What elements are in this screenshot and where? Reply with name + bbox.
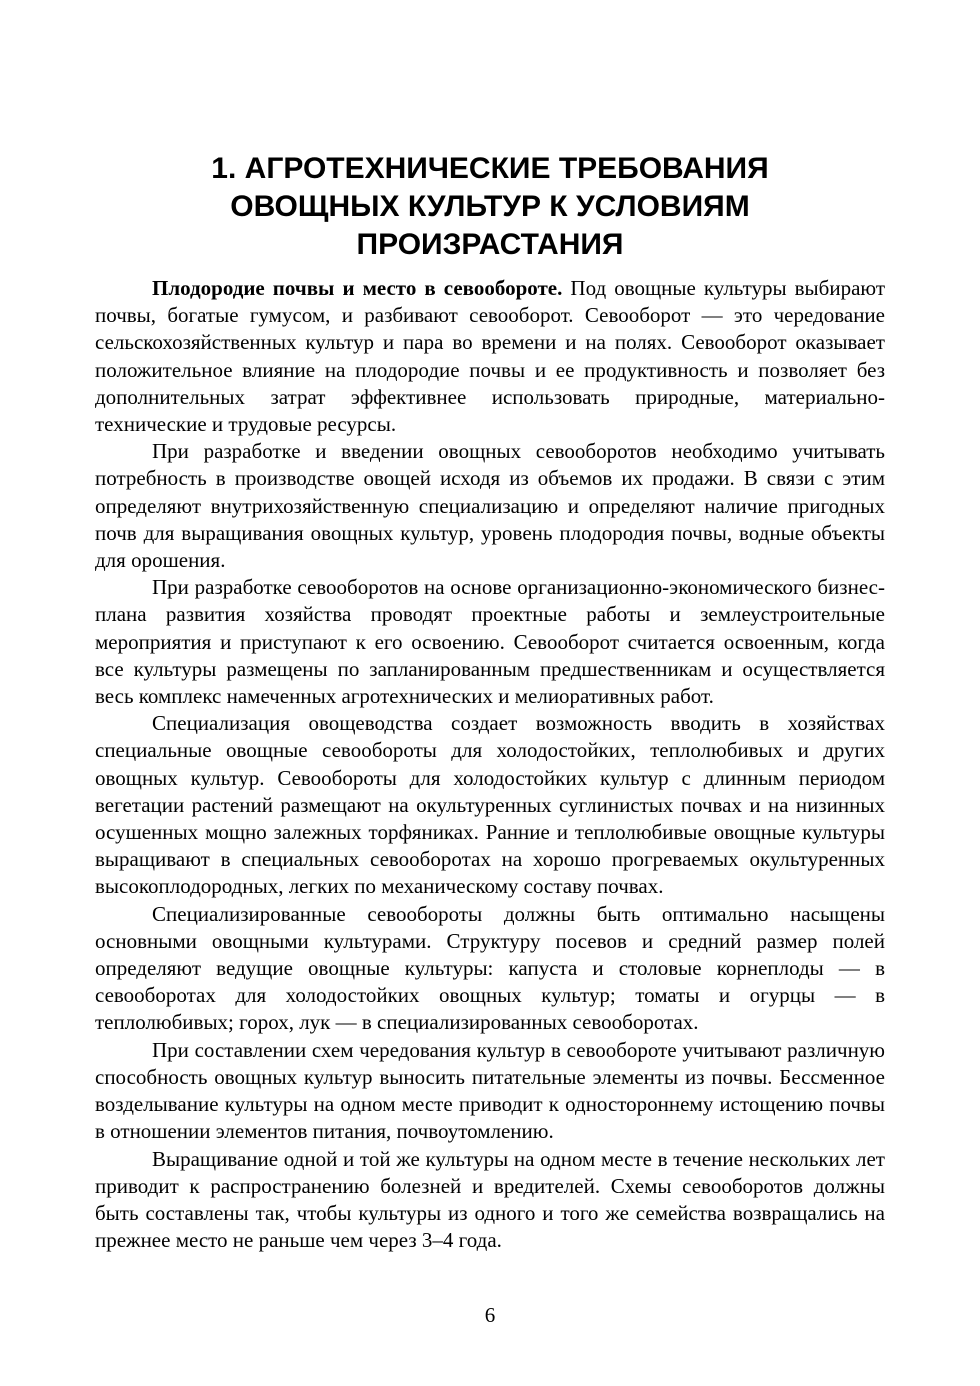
paragraph-specialization: Специализация овощеводства создает возможность вводить в хозяйствах специальные овощные севообороты для холодостойких, теплолюбивых и других овощных культур. Севообороты для холодостойких культур с длинным периодом вегетации растений размещают на окультуренных суглинистых почвах и на низинных осушенных мощно залежных торфяниках. Ранние и теплолюбивые овощные культуры выращивают в специальных севооборотах на хорошо прогреваемых окультуренных высокоплодородных, легких по механическому составу почвах.: [95, 711, 885, 899]
paragraph-rotation-development: При разработке севооборотов на основе организационно-экономического бизнес-плана развития хозяйства проводят проектные работы и землеустроительные мероприятия и приступают к его освоению. Севооборот считается освоенным, когда все культуры размещены по запланированным предшественникам и осуществляется весь комплекс намеченных агротехнических и мелиоративных работ.: [95, 575, 885, 709]
paragraph-monoculture: Выращивание одной и той же культуры на одном месте в течение нескольких лет приводит к распространению болезней и вредителей. Схемы севооборотов должны быть составлены так, чтобы культуры из одного и того же семейства возвращались на прежнее место не раньше чем через 3–4 года.: [95, 1146, 885, 1253]
page-number: 6: [484, 1303, 496, 1327]
body-text: [95, 275, 885, 1254]
paragraph-specialized-rotations: Специализированные севообороты должны быть оптимально насыщены основными овощными культурами. Структуру посевов и средний размер полей определяют ведущие овощные культуры: капуста и столовые корнеплоды — в севооборотах для холодостойких овощных культур; томаты и огурцы — в теплолюбивых; горох, лук — в специализированных севооборотах.: [95, 901, 885, 1035]
paragraph-text: Под овощные культуры выбирают почвы, богатые гумусом, и разбивают севооборот. Севооборот — это чередование сельскохозяйственных культур и пара во времени и на полях. Севооборот оказывает положительное влияние на плодородие почвы и ее продуктивность и позволяет без дополнительных затрат эффективнее использовать природные, материально-технические и трудовые ресурсы.: [95, 276, 885, 437]
chapter-title-line: ПРОИЗРАСТАНИЯ: [356, 228, 624, 261]
chapter-title-line: ОВОЩНЫХ КУЛЬТУР К УСЛОВИЯМ: [230, 190, 750, 223]
paragraph-soil-fertility: [95, 275, 885, 438]
paragraph-lead-heading: Плодородие почвы и место в севообороте.: [152, 276, 563, 300]
paragraph-crop-alternation: При составлении схем чередования культур в севообороте учитывают различную способность овощных культур выносить питательные элементы из почвы. Бессменное возделывание культуры на одном месте приводит к одностороннему истощению почвы в отношении элементов питания, почвоутомлению.: [95, 1037, 885, 1144]
chapter-title: [95, 150, 885, 264]
paragraph-rotation-planning: При разработке и введении овощных севооборотов необходимо учитывать потребность в производстве овощей исходя из объемов их продажи. В связи с этим определяют внутрихозяйственную специализацию и определяют наличие пригодных почв для выращивания овощных культур, уровень плодородия почвы, водные объекты для орошения.: [95, 439, 885, 573]
chapter-title-line: 1. АГРОТЕХНИЧЕСКИЕ ТРЕБОВАНИЯ: [211, 152, 769, 185]
